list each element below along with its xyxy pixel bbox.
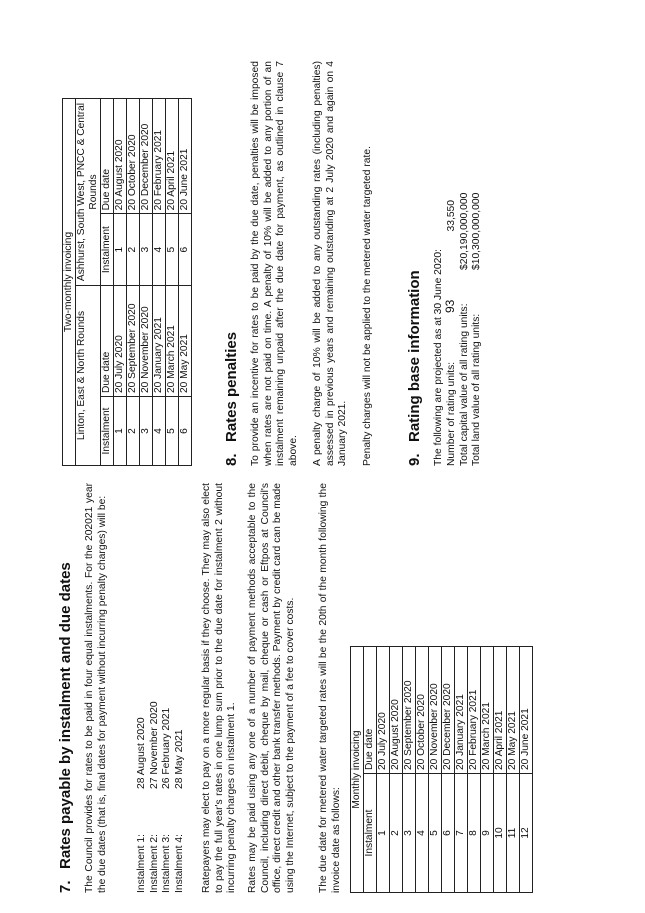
instalment-cell: 12 (520, 774, 533, 893)
monthly-invoicing-table (350, 646, 533, 893)
due-date-cell: 20 February 2021 (153, 99, 166, 214)
rating-base-row (458, 192, 472, 466)
instalment-cell: 5 (429, 774, 442, 893)
instalment-date: 28 May 2021 (173, 729, 185, 789)
section-8-paragraph-2: A penalty charge of 10% will be added to any outstanding rates (including penalties) assessed in previous years and remaining outstanding at 2 July 2020 and again on 4 January 2021. (312, 61, 349, 466)
section-8-heading (223, 332, 240, 466)
due-date-cell: 20 August 2020 (114, 99, 127, 214)
due-date-cell: 20 August 2020 (390, 647, 403, 774)
due-date-cell: 20 May 2021 (507, 647, 520, 774)
rating-base-row (471, 192, 484, 466)
rating-base-list (446, 192, 484, 466)
section-7-heading (57, 562, 74, 893)
instalment-row (174, 701, 187, 893)
table-row (166, 99, 179, 466)
instalment-cell: 3 (140, 397, 153, 466)
instalment-row (149, 701, 162, 893)
due-date-cell: 20 October 2020 (127, 99, 140, 214)
col-due-date: Due date (364, 647, 377, 774)
instalment-label: Instalment 2: (148, 834, 160, 893)
instalment-cell: 6 (179, 397, 192, 466)
table-row (507, 647, 520, 893)
instalment-cell: 2 (390, 774, 403, 893)
table-row (429, 647, 442, 893)
table-row (520, 647, 533, 893)
section-8-paragraph-1: To provide an incentive for rates to be paid by the due date, penalties will be imposed when rates are not paid on time. A penalty of 10% will be added to any portion of an instalment remaining unpaid after the due date for payment, as outlined in clause 7 above. (250, 61, 299, 466)
due-date-cell: 20 July 2020 (114, 286, 127, 397)
instalment-cell: 2 (127, 214, 140, 286)
section-7-water-paragraph: The due date for metered water targeted rates will be the 20th of the month following the invoice date as follows: (318, 483, 342, 893)
section-9-number: 9. (406, 453, 423, 466)
due-date-cell: 20 December 2020 (442, 647, 455, 774)
col-instalment: Instalment (101, 397, 114, 466)
due-date-cell: 20 October 2020 (416, 647, 429, 774)
section-8-paragraph-3: Penalty charges will not be applied to the metered water targeted rate. (362, 146, 373, 466)
section-7-regular-paragraph: Ratepayers may elect to pay on a more regular basis if they choose. They may also elect to pay the full year's rates in one lump sum prior to the due date for instalment 2 without incurring penalty charges on instalment 1. (201, 483, 238, 893)
due-date-cell: 20 September 2020 (403, 647, 416, 774)
instalment-list (136, 701, 186, 893)
table-row (179, 99, 192, 466)
section-7-title: Rates payable by instalment and due dates (57, 562, 74, 869)
instalment-cell: 6 (179, 214, 192, 286)
table-row (494, 647, 507, 893)
table-title-row (63, 99, 76, 466)
due-date-cell: 20 April 2021 (166, 99, 179, 214)
instalment-cell: 9 (481, 774, 494, 893)
instalment-cell: 4 (153, 214, 166, 286)
instalment-cell: 5 (166, 397, 179, 466)
due-date-cell: 20 November 2020 (140, 286, 153, 397)
instalment-cell: 3 (140, 214, 153, 286)
page-number: 93 (443, 299, 457, 313)
due-date-cell: 20 March 2021 (166, 286, 179, 397)
group-linton-east-north: Linton, East & North Rounds (76, 286, 101, 466)
instalment-cell: 10 (494, 774, 507, 893)
due-date-cell: 20 November 2020 (429, 647, 442, 774)
instalment-cell: 2 (127, 397, 140, 466)
rating-base-label: Total capital value of all rating units: (458, 303, 470, 466)
due-date-cell: 20 May 2021 (179, 286, 192, 397)
table-row (442, 647, 455, 893)
group-ashhurst-south-west: Ashhurst, South West, PNCC & Central Rounds (76, 99, 101, 286)
rating-base-value: $10,300,000,000 (471, 192, 483, 270)
section-7-methods-paragraph: Rates may be paid using any one of a number of payment methods acceptable to the Council, including direct debit, cheque by mail, cheque or cash or Eftpos at Council's office, direct credit and other bank transfer methods. Payment by credit card can be made using the Internet, subject to the payment of a fee to cover costs. (247, 483, 296, 893)
instalment-cell: 3 (403, 774, 416, 893)
instalment-date: 28 August 2020 (136, 717, 147, 789)
instalment-date: 26 February 2021 (161, 707, 173, 789)
col-due-date: Due date (101, 286, 114, 397)
col-instalment: Instalment (101, 214, 114, 286)
section-9-intro: The following are projected as at 30 June 2020: (433, 249, 444, 466)
section-9-heading (406, 270, 423, 466)
table-row (153, 99, 166, 466)
due-date-cell: 20 July 2020 (377, 647, 390, 774)
rating-base-value: $20,190,000,000 (458, 192, 470, 270)
table-row (390, 647, 403, 893)
col-instalment: Instalment (364, 774, 377, 893)
instalment-cell: 5 (166, 214, 179, 286)
due-date-cell: 20 January 2021 (455, 647, 468, 774)
two-monthly-table-title: Two-monthly invoicing (63, 99, 76, 466)
col-due-date: Due date (101, 99, 114, 214)
due-date-cell: 20 March 2021 (481, 647, 494, 774)
instalment-cell: 7 (455, 774, 468, 893)
table-row (377, 647, 390, 893)
monthly-table-title: Monthly invoicing (351, 647, 364, 893)
due-date-cell: 20 September 2020 (127, 286, 140, 397)
table-title-row (351, 647, 364, 893)
due-date-cell: 20 June 2021 (179, 99, 192, 214)
section-8-number: 8. (223, 453, 240, 466)
table-row (127, 99, 140, 466)
instalment-cell: 4 (416, 774, 429, 893)
table-row (140, 99, 153, 466)
due-date-cell: 20 February 2021 (468, 647, 481, 774)
table-row (403, 647, 416, 893)
rating-base-label: Total land value of all rating units: (471, 313, 483, 466)
table-row (416, 647, 429, 893)
table-row (468, 647, 481, 893)
table-header-row (101, 99, 114, 466)
section-8-title: Rates penalties (223, 331, 240, 442)
two-monthly-table-body (114, 99, 192, 466)
two-monthly-invoicing-table (62, 98, 192, 466)
instalment-cell: 4 (153, 397, 166, 466)
rating-base-label: Number of rating units: (446, 361, 457, 466)
table-header-row (364, 647, 377, 893)
instalment-cell: 1 (114, 397, 127, 466)
table-row (481, 647, 494, 893)
table-row (114, 99, 127, 466)
rating-base-value: 33,550 (446, 200, 457, 232)
instalment-row (161, 701, 174, 893)
monthly-table-body (377, 647, 533, 893)
instalment-cell: 11 (507, 774, 520, 893)
instalment-label: Instalment 4: (173, 834, 185, 893)
due-date-cell: 20 December 2020 (140, 99, 153, 214)
instalment-label: Instalment 3: (161, 834, 173, 893)
rating-base-row (446, 200, 459, 466)
due-date-cell: 20 June 2021 (520, 647, 533, 774)
instalment-cell: 8 (468, 774, 481, 893)
table-group-row (76, 99, 101, 466)
section-7-intro: The Council provides for rates to be paid in four equal instalments. For the 202021 year the due dates (that is, final dates for payment without incurring penalty charges) will be: (84, 483, 108, 893)
instalment-cell: 1 (377, 774, 390, 893)
due-date-cell: 20 April 2021 (494, 647, 507, 774)
instalment-row (136, 701, 149, 893)
instalment-label: Instalment 1: (136, 834, 147, 893)
section-9-title: Rating base information (406, 270, 423, 442)
instalment-date: 27 November 2020 (148, 701, 160, 789)
instalment-cell: 6 (442, 774, 455, 893)
table-row (455, 647, 468, 893)
due-date-cell: 20 January 2021 (153, 286, 166, 397)
instalment-cell: 1 (114, 214, 127, 286)
section-7-number: 7. (57, 880, 74, 893)
